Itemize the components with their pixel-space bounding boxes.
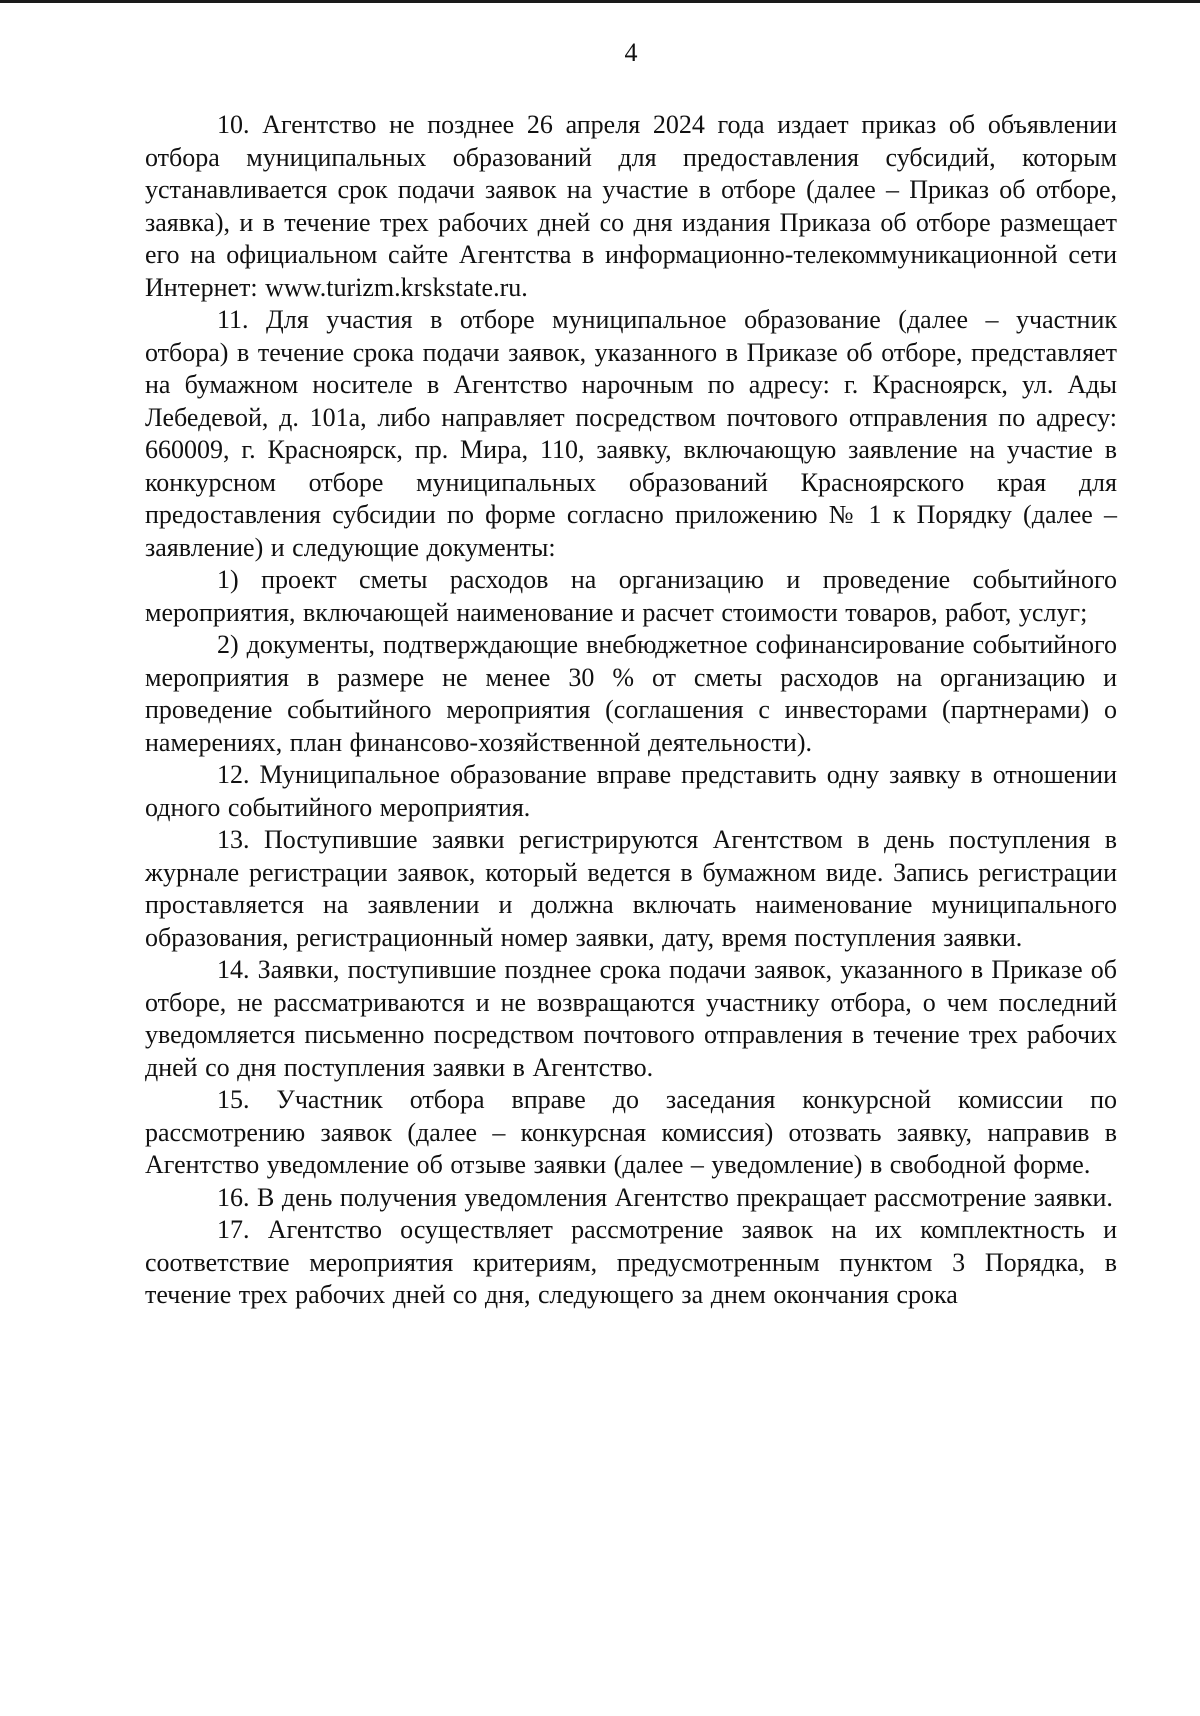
paragraph-11-item-2: 2) документы, подтверждающие внебюджетное софинансирование событийного мероприятия в размере не менее 30 % от сметы расходов на организацию и проведение событийного мероприятия (соглашения с инвесторами (партнерами) о намерениях, план финансово-хозяйственной деятельности). (145, 630, 1117, 757)
paragraph-15: 15. Участник отбора вправе до заседания конкурсной комиссии по рассмотрению заявок (далее – конкурсная комиссия) отозвать заявку, направив в Агентство уведомление об отзыве заявки (далее – уведомление) в свободной форме. (145, 1085, 1117, 1179)
paragraph-11: 11. Для участия в отборе муниципальное образование (далее – участник отбора) в течение срока подачи заявок, указанного в Приказе об отборе, представляет на бумажном носителе в Агентство нарочным по адресу: г. Красноярск, ул. Ады Лебедевой, д. 101а, либо направляет посредством почтового отправления по адресу: 660009, г. Красноярск, пр. Мира, 110, заявку, включающую заявление на участие в конкурсном отборе муниципальных образований Красноярского края для предоставления субсидии по форме согласно приложению № 1 к Порядку (далее – заявление) и следующие документы: (145, 305, 1117, 562)
paragraph-12: 12. Муниципальное образование вправе представить одну заявку в отношении одного событийного мероприятия. (145, 760, 1117, 822)
document-body (145, 109, 1117, 1312)
page-number: 4 (624, 38, 638, 67)
paragraph-16: 16. В день получения уведомления Агентство прекращает рассмотрение заявки. (217, 1182, 1113, 1212)
paragraph-10: 10. Агентство не позднее 26 апреля 2024 года издает приказ об объявлении отбора муниципальных образований для предоставления субсидий, которым устанавливается срок подачи заявок на участие в отборе (далее – Приказ об отборе, заявка), и в течение трех рабочих дней со дня издания Приказа об отборе размещает его на официальном сайте Агентства в информационно-телекоммуникационной сети Интернет: www.turizm.krskstate.ru. (145, 110, 1117, 302)
paragraph-14: 14. Заявки, поступившие позднее срока подачи заявок, указанного в Приказе об отборе, не рассматриваются и не возвращаются участнику отбора, о чем последний уведомляется письменно посредством почтового отправления в течение трех рабочих дней со дня поступления заявки в Агентство. (145, 955, 1117, 1082)
top-border-line (0, 0, 1200, 3)
paragraph-17: 17. Агентство осуществляет рассмотрение заявок на их комплектность и соответствие мероприятия критериям, предусмотренным пунктом 3 Порядка, в течение трех рабочих дней со дня, следующего за днем окончания срока (145, 1215, 1117, 1309)
paragraph-11-item-1: 1) проект сметы расходов на организацию и проведение событийного мероприятия, включающей наименование и расчет стоимости товаров, работ, услуг; (145, 565, 1117, 627)
paragraph-13: 13. Поступившие заявки регистрируются Агентством в день поступления в журнале регистрации заявок, который ведется в бумажном виде. Запись регистрации проставляется на заявлении и должна включать наименование муниципального образования, регистрационный номер заявки, дату, время поступления заявки. (145, 825, 1117, 952)
